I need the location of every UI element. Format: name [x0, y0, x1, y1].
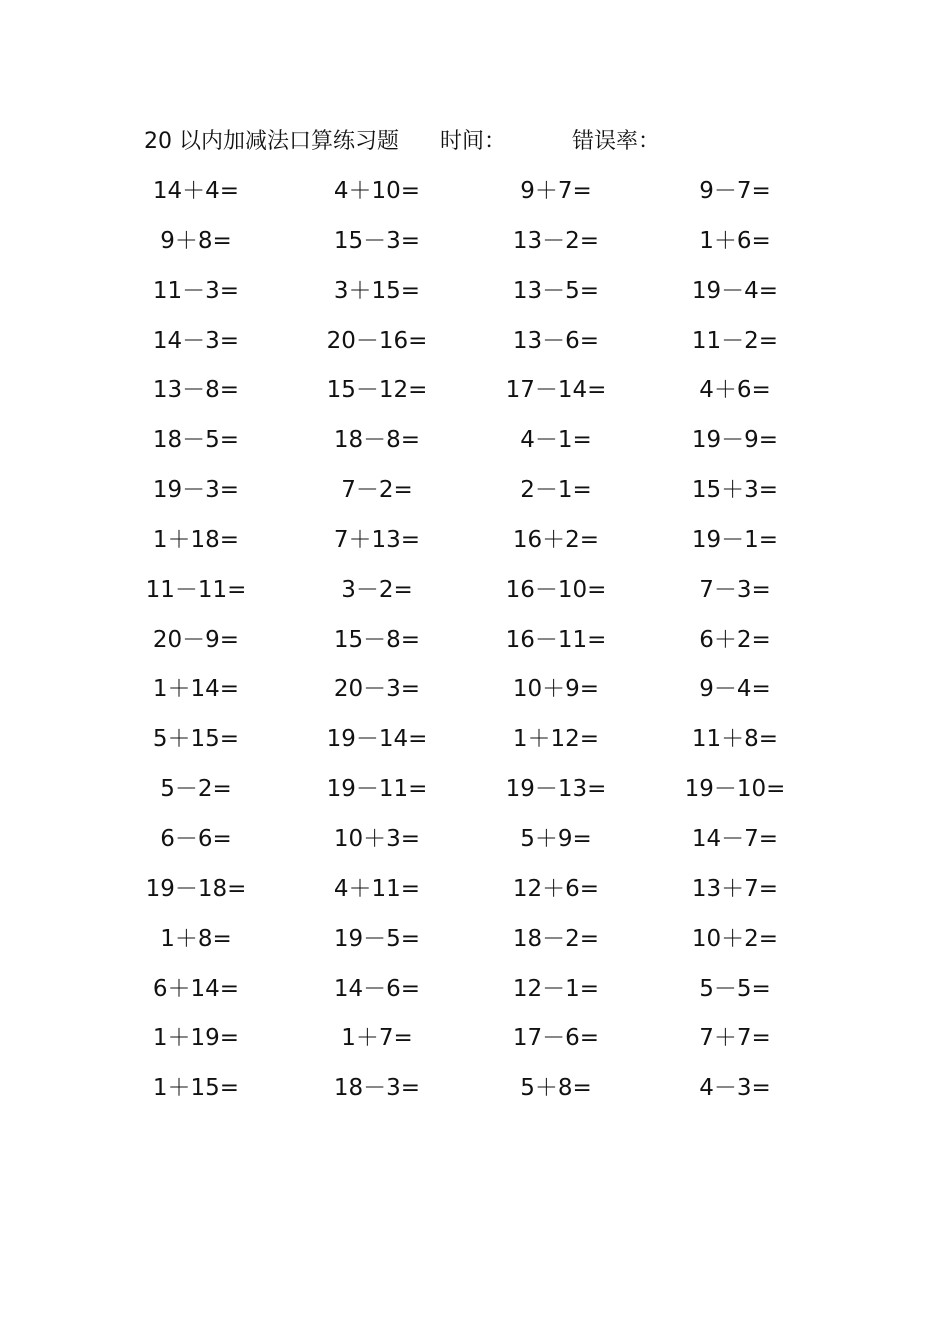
problem-cell: 1＋18= [152, 526, 240, 553]
problem-row [0, 668, 950, 718]
problem-cell: 18－8= [333, 427, 421, 454]
problem-cell: 20－16= [326, 327, 428, 354]
problem-row [0, 369, 950, 419]
problem-cell: 15－8= [333, 626, 421, 653]
problem-cell: 14－3= [152, 327, 240, 354]
problem-cell: 14＋4= [152, 178, 240, 204]
problem-cell: 16－10= [505, 576, 607, 603]
problem-cell: 1＋8= [160, 925, 232, 952]
problem-cell: 15－12= [326, 377, 428, 404]
problem-cell: 13－5= [512, 277, 600, 304]
problem-row [0, 519, 950, 569]
problem-cell: 5－5= [699, 975, 771, 1002]
problem-cell: 19－11= [326, 776, 428, 803]
problem-row [0, 868, 950, 918]
problem-cell: 19－1= [691, 526, 779, 553]
problem-cell: 19－10= [684, 776, 786, 803]
problem-cell: 5＋9= [520, 825, 592, 852]
problem-cell: 7－3= [699, 576, 771, 603]
problem-cell: 11－2= [691, 327, 779, 354]
problem-cell: 20－3= [333, 676, 421, 703]
problem-row [0, 918, 950, 968]
problem-cell: 13－8= [152, 377, 240, 404]
problem-row [0, 768, 950, 818]
problem-cell: 19－18= [145, 875, 247, 902]
problem-cell: 14－6= [333, 975, 421, 1002]
problem-cell: 11＋8= [691, 726, 779, 753]
problem-cell: 4－1= [520, 427, 592, 454]
problem-cell: 19－3= [152, 477, 240, 504]
problem-cell: 12＋6= [512, 875, 600, 902]
problem-row [0, 718, 950, 768]
problem-row [0, 469, 950, 519]
problem-cell: 7＋7= [699, 1025, 771, 1052]
worksheet-title: 20 以内加减法口算练习题 [144, 129, 399, 154]
problem-cell: 13＋7= [691, 875, 779, 902]
problem-row [0, 220, 950, 270]
problem-cell: 1＋12= [512, 726, 600, 753]
problem-cell: 1＋15= [152, 1075, 240, 1102]
problem-cell: 1＋19= [152, 1025, 240, 1052]
problem-cell: 19－13= [505, 776, 607, 803]
problem-cell: 18－3= [333, 1075, 421, 1102]
problem-cell: 13－2= [512, 227, 600, 254]
problem-cell: 19－4= [691, 277, 779, 304]
worksheet-header [144, 124, 824, 160]
problem-cell: 1＋7= [341, 1025, 413, 1052]
problem-row [0, 818, 950, 868]
problem-cell: 14－7= [691, 825, 779, 852]
problem-row [0, 320, 950, 370]
problem-cell: 13－6= [512, 327, 600, 354]
problem-row [0, 619, 950, 669]
problem-row [0, 968, 950, 1018]
problem-cell: 2－1= [520, 477, 592, 504]
problem-cell: 6＋2= [699, 626, 771, 653]
problem-cell: 6＋14= [152, 975, 240, 1002]
problem-row [0, 1017, 950, 1067]
problem-cell: 3－2= [341, 576, 413, 603]
problem-cell: 15＋3= [691, 477, 779, 504]
problem-cell: 10＋2= [691, 925, 779, 952]
problem-cell: 11－3= [152, 277, 240, 304]
problem-cell: 19－5= [333, 925, 421, 952]
problem-cell: 4＋6= [699, 377, 771, 404]
problem-cell: 4＋10= [333, 178, 421, 204]
problem-cell: 17－14= [505, 377, 607, 404]
problem-cell: 18－5= [152, 427, 240, 454]
problem-cell: 6－6= [160, 825, 232, 852]
problem-row [0, 170, 950, 220]
problem-grid [0, 170, 950, 1117]
problem-cell: 9＋8= [160, 227, 232, 254]
problem-cell: 9－7= [699, 178, 771, 204]
problem-cell: 7＋13= [333, 526, 421, 553]
problem-cell: 16－11= [505, 626, 607, 653]
problem-row [0, 270, 950, 320]
problem-row [0, 569, 950, 619]
problem-cell: 1＋6= [699, 227, 771, 254]
problem-cell: 4＋11= [333, 875, 421, 902]
problem-cell: 5＋8= [520, 1075, 592, 1102]
problem-cell: 12－1= [512, 975, 600, 1002]
problem-cell: 20－9= [152, 626, 240, 653]
problem-cell: 4－3= [699, 1075, 771, 1102]
problem-cell: 9－4= [699, 676, 771, 703]
problem-row [0, 1067, 950, 1117]
problem-cell: 17－6= [512, 1025, 600, 1052]
problem-cell: 11－11= [145, 576, 247, 603]
problem-row [0, 419, 950, 469]
time-label: 时间： [440, 129, 507, 154]
problem-cell: 15－3= [333, 227, 421, 254]
problem-cell: 7－2= [341, 477, 413, 504]
problem-cell: 19－14= [326, 726, 428, 753]
error-rate-label: 错误率： [572, 129, 661, 154]
problem-cell: 1＋14= [152, 676, 240, 703]
problem-cell: 5－2= [160, 776, 232, 803]
problem-cell: 10＋9= [512, 676, 600, 703]
problem-cell: 18－2= [512, 925, 600, 952]
problem-cell: 3＋15= [333, 277, 421, 304]
problem-cell: 19－9= [691, 427, 779, 454]
problem-cell: 16＋2= [512, 526, 600, 553]
problem-cell: 9＋7= [520, 178, 592, 204]
problem-cell: 5＋15= [152, 726, 240, 753]
problem-cell: 10＋3= [333, 825, 421, 852]
